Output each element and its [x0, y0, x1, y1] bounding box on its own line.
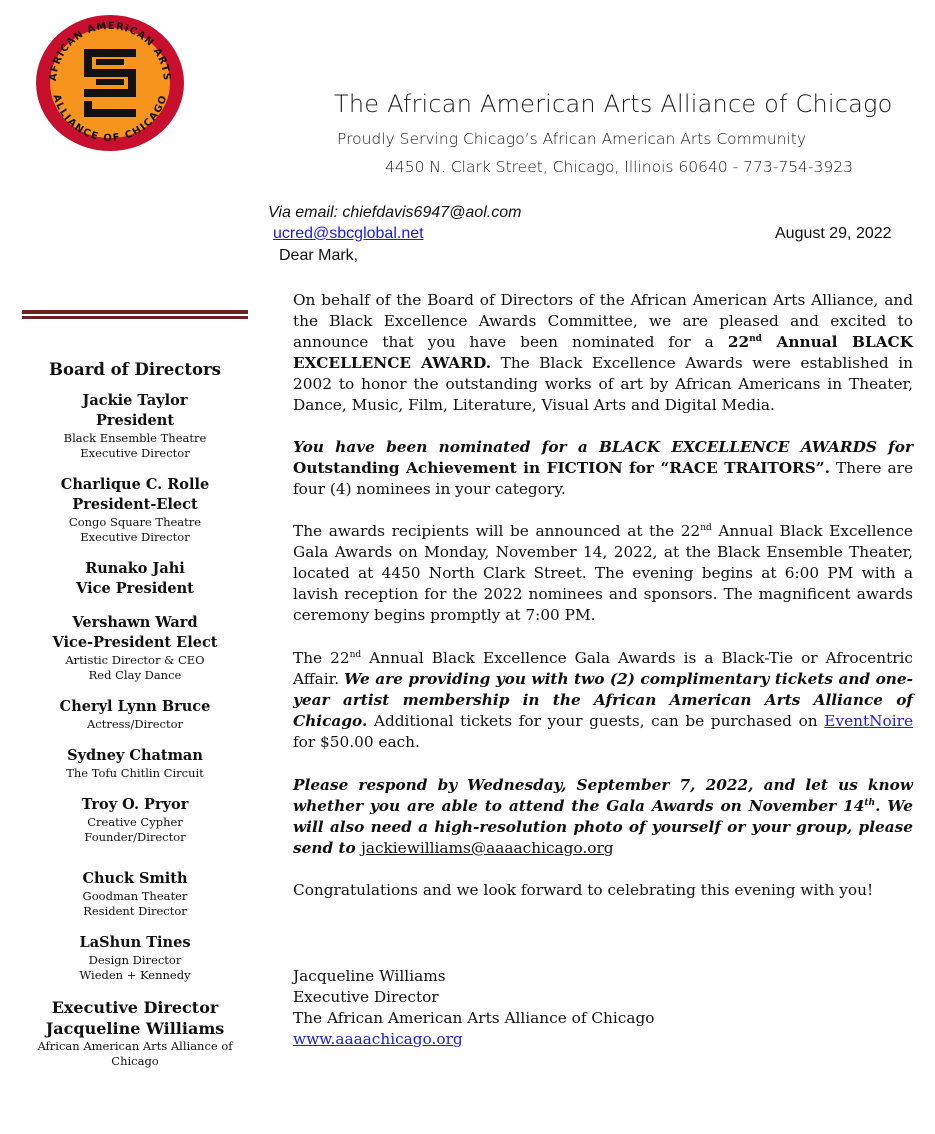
- member-affiliation: Actress/Director: [86, 717, 184, 731]
- signer-org: The African American Arts Alliance of Chicago: [293, 1009, 655, 1027]
- tagline: Proudly Serving Chicago’s African American Arts Community: [337, 130, 807, 148]
- member-name: Vershawn Ward: [72, 614, 198, 631]
- address: 4450 N. Clark Street, Chicago, Illinois 60640 - 773-754-3923: [385, 158, 853, 176]
- board-member: [22, 613, 248, 683]
- member-affiliation: Creative Cypher: [87, 815, 183, 829]
- contact-email-link[interactable]: jackiewilliams@aaaachicago.org: [361, 839, 614, 857]
- board-member: [22, 391, 248, 461]
- paragraph-nomination: On behalf of the Board of Directors of the African American Arts Alliance, and the Black Excellence Awards Committee, we are pleased and excited to announce that you have been nominated for a 22nd Annual BLACK EXCELLENCE AWARD. The Black Excellence Awards were established in 2002 to honor the outstanding works of art by African Americans in Theater, Dance, Music, Film, Literature, Visual Arts and Digital Media.: [293, 291, 913, 414]
- member-affiliation: Black Ensemble Theatre: [63, 431, 207, 445]
- signature-block: [293, 966, 655, 1050]
- exec-name: Jacqueline Williams: [45, 1019, 225, 1038]
- board-sidebar: [22, 360, 248, 1069]
- board-member: [22, 746, 248, 781]
- member-title: Vice-President Elect: [52, 634, 218, 651]
- exec-heading: Executive Director: [51, 998, 219, 1017]
- sidebar-divider: [22, 310, 248, 319]
- member-role: Red Clay Dance: [88, 668, 182, 682]
- member-name: Chuck Smith: [82, 870, 188, 887]
- recipient-email-link[interactable]: ucred@sbcglobal.net: [273, 225, 424, 242]
- member-name: Troy O. Pryor: [81, 796, 189, 813]
- member-name: Charlique C. Rolle: [60, 476, 210, 493]
- member-role: Resident Director: [83, 904, 187, 918]
- board-member: [22, 933, 248, 983]
- member-name: Sydney Chatman: [67, 747, 203, 764]
- paragraph-event-details: The awards recipients will be announced at the 22nd Annual Black Excellence Gala Awards on Monday, November 14, 2022, at the Black Ensemble Theater, located at 4450 North Clark Street. The evening begins at 6:00 PM with a lavish reception for the 2022 nominees and sponsors. The magnificent awards ceremony begins promptly at 7:00 PM.: [293, 522, 913, 624]
- executive-director-block: [22, 997, 248, 1069]
- signer-title: Executive Director: [293, 988, 439, 1006]
- member-role: Executive Director: [80, 446, 190, 460]
- member-role: Executive Director: [80, 530, 190, 544]
- exec-org: African American Arts Alliance of Chicago: [37, 1039, 233, 1068]
- board-member: [22, 697, 248, 732]
- eventnoire-link[interactable]: EventNoire: [824, 712, 913, 730]
- board-member: [22, 559, 248, 599]
- member-affiliation: Goodman Theater: [82, 889, 188, 903]
- paragraph-category: You have been nominated for a BLACK EXCELLENCE AWARDS for Outstanding Achievement in FICTION for “RACE TRAITORS”. There are four (4) nominees in your category.: [293, 438, 913, 498]
- member-name: Runako Jahi: [85, 560, 185, 577]
- member-role: Founder/Director: [84, 830, 186, 844]
- board-member: [22, 475, 248, 545]
- member-role: Wieden + Kennedy: [79, 968, 191, 982]
- board-member: [22, 795, 248, 845]
- member-name: Jackie Taylor: [82, 392, 188, 409]
- paragraph-rsvp: Please respond by Wednesday, September 7, 2022, and let us know whether you are able to attend the Gala Awards on November 14th. We will also need a high-resolution photo of yourself or your group, please send to jackiewilliams@aaaachicago.org: [293, 776, 913, 857]
- org-name: The African American Arts Alliance of Chicago: [334, 90, 893, 118]
- member-name: LaShun Tines: [79, 934, 191, 951]
- paragraph-closing: Congratulations and we look forward to celebrating this evening with you!: [293, 881, 874, 899]
- website-link[interactable]: www.aaaachicago.org: [293, 1030, 463, 1048]
- member-affiliation: Artistic Director & CEO: [65, 653, 205, 667]
- member-affiliation: Design Director: [88, 953, 182, 967]
- member-title: Vice President: [76, 580, 194, 597]
- signer-name: Jacqueline Williams: [293, 967, 446, 985]
- member-affiliation: The Tofu Chitlin Circuit: [66, 766, 204, 780]
- member-name: Cheryl Lynn Bruce: [59, 698, 211, 715]
- member-affiliation: Congo Square Theatre: [68, 515, 202, 529]
- via-email-line: Via email: chiefdavis6947@aol.com: [268, 204, 522, 221]
- member-title: President: [95, 412, 175, 429]
- salutation: Dear Mark,: [279, 247, 359, 264]
- board-member: [22, 869, 248, 919]
- letter-date: August 29, 2022: [775, 225, 892, 242]
- svg-text:ALLIANCE OF CHICAGO: ALLIANCE OF CHICAGO: [50, 93, 170, 145]
- aaaa-logo: [34, 13, 186, 153]
- board-heading: Board of Directors: [49, 360, 221, 379]
- svg-text:AFRICAN AMERICAN ARTS: AFRICAN AMERICAN ARTS: [47, 20, 173, 82]
- paragraph-tickets: The 22nd Annual Black Excellence Gala Awards is a Black-Tie or Afrocentric Affair. We are providing you with two (2) complimentary tickets and one-year artist membership in the African American Arts Alliance of Chicago. Additional tickets for your guests, can be purchased on EventNoire for $50.00 each.: [293, 649, 914, 751]
- member-title: President-Elect: [72, 496, 198, 513]
